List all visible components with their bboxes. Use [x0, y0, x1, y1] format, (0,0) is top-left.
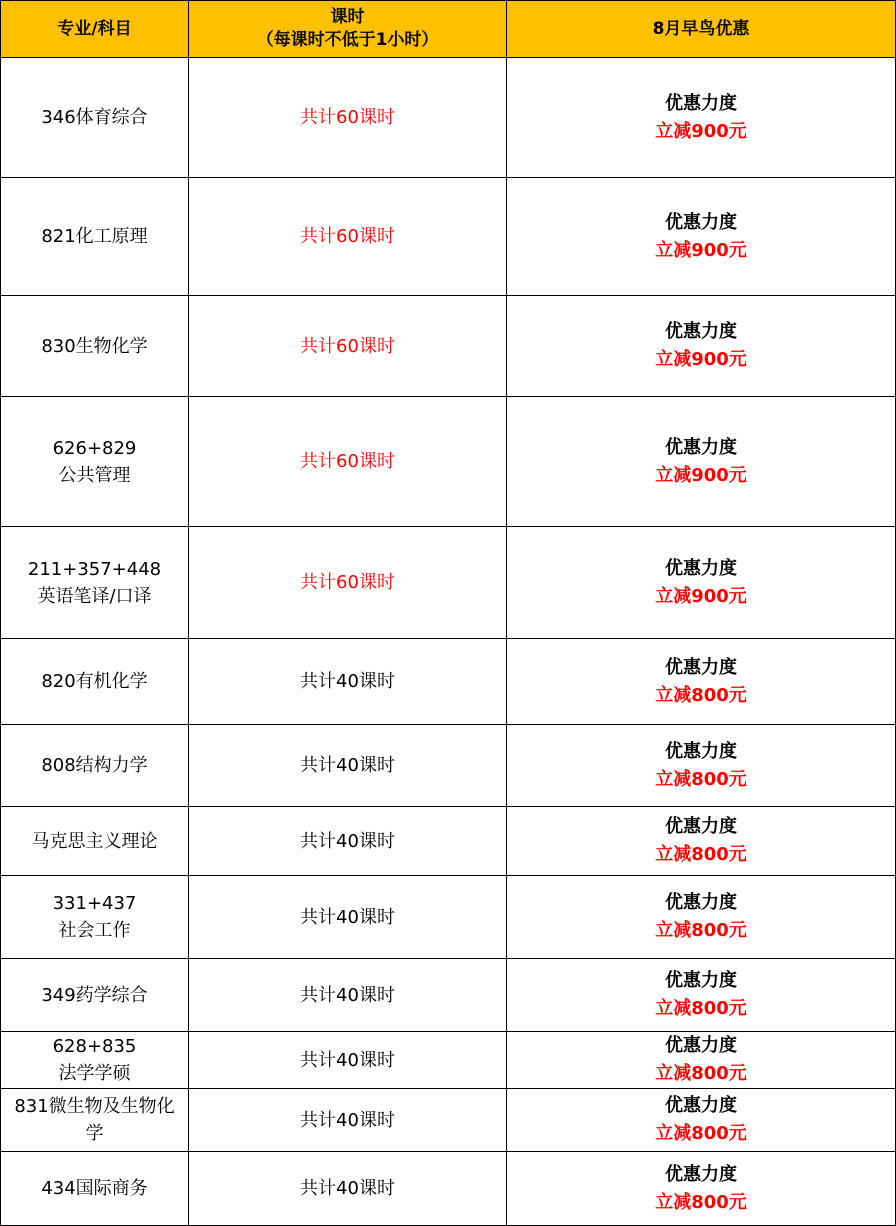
promo-label: 优惠力度 [665, 740, 737, 762]
hours-text: 共计40课时 [300, 906, 395, 928]
hours-cell [189, 178, 507, 296]
hours-header-label: 课时 [330, 7, 365, 27]
hours-cell [189, 807, 507, 876]
subject-text: 331+437 [52, 893, 137, 914]
hours-column-header [189, 1, 507, 58]
subject-text: 346体育综合 [41, 107, 148, 128]
promo-cell [507, 1032, 896, 1089]
promo-cell [507, 527, 896, 639]
promo-label: 优惠力度 [665, 211, 737, 233]
hours-text: 共计40课时 [300, 1049, 395, 1071]
promo-cell [507, 876, 896, 959]
subject-cell [1, 58, 189, 178]
hours-text: 共计60课时 [300, 572, 395, 593]
hours-header-note: （每课时不低于1小时） [256, 30, 439, 50]
table-row [1, 58, 896, 178]
hours-text: 共计60课时 [300, 451, 395, 472]
promo-amount: 立减900元 [655, 464, 747, 486]
subject-cell [1, 178, 189, 296]
subject-cell [1, 725, 189, 807]
promo-cell [507, 296, 896, 397]
promo-amount: 立减900元 [655, 120, 747, 142]
promo-label: 优惠力度 [665, 970, 737, 991]
subject-text: 马克思主义理论 [31, 830, 158, 852]
hours-cell [189, 397, 507, 527]
subject-cell [1, 959, 189, 1032]
promo-cell [507, 959, 896, 1032]
subject-text: 349药学综合 [41, 984, 148, 1006]
promo-header-label: 8月早鸟优惠 [652, 18, 750, 39]
promo-label: 优惠力度 [665, 1163, 737, 1185]
subject-text: 学 [85, 1123, 104, 1144]
hours-text: 共计40课时 [300, 1178, 395, 1199]
promo-cell [507, 397, 896, 527]
subject-text: 公共管理 [58, 464, 131, 486]
hours-text: 共计40课时 [300, 830, 395, 852]
table-row [1, 876, 896, 959]
subject-cell [1, 807, 189, 876]
promo-label: 优惠力度 [665, 892, 737, 913]
hours-text: 共计60课时 [300, 335, 395, 357]
hours-text: 共计40课时 [300, 755, 395, 776]
subject-text: 831微生物及生物化 [14, 1096, 175, 1117]
subject-cell [1, 296, 189, 397]
promo-label: 优惠力度 [665, 92, 737, 114]
promo-cell [507, 639, 896, 725]
header-row [1, 1, 896, 58]
hours-text: 共计40课时 [300, 984, 395, 1006]
table-row [1, 725, 896, 807]
promo-amount: 立减800元 [655, 998, 747, 1019]
hours-text: 共计40课时 [300, 671, 395, 692]
table-row [1, 959, 896, 1032]
subject-column-header [1, 1, 189, 58]
promo-amount: 立减800元 [655, 920, 747, 941]
subject-text: 821化工原理 [41, 226, 148, 247]
promo-amount: 立减800元 [655, 1063, 747, 1084]
promo-label: 优惠力度 [665, 1035, 737, 1056]
subject-cell [1, 397, 189, 527]
hours-cell [189, 639, 507, 725]
subject-text: 830生物化学 [41, 335, 148, 357]
promo-label: 优惠力度 [665, 1095, 737, 1116]
promo-amount: 立减800元 [655, 844, 747, 865]
table-row [1, 639, 896, 725]
subject-text: 626+829 [52, 437, 137, 459]
subject-text: 434国际商务 [41, 1178, 148, 1199]
hours-text: 共计60课时 [300, 226, 395, 247]
hours-cell [189, 1089, 507, 1152]
subject-text: 211+357+448 [27, 558, 162, 580]
subject-text: 社会工作 [58, 920, 131, 941]
subject-text: 808结构力学 [41, 755, 148, 776]
table-row [1, 1152, 896, 1226]
promo-amount: 立减800元 [655, 1123, 747, 1144]
promo-label: 优惠力度 [665, 656, 737, 678]
promo-amount: 立减800元 [655, 684, 747, 706]
hours-cell [189, 527, 507, 639]
table-row [1, 527, 896, 639]
hours-cell [189, 58, 507, 178]
table-row [1, 178, 896, 296]
hours-cell [189, 1152, 507, 1226]
subject-cell [1, 639, 189, 725]
subject-cell [1, 876, 189, 959]
promo-label: 优惠力度 [665, 436, 737, 458]
subject-cell [1, 527, 189, 639]
hours-cell [189, 876, 507, 959]
subject-header-label: 专业/科目 [57, 18, 132, 39]
hours-cell [189, 1032, 507, 1089]
subject-text: 英语笔译/口译 [37, 585, 152, 607]
subject-text: 820有机化学 [41, 671, 148, 692]
subject-text: 628+835 [52, 1036, 137, 1057]
hours-cell [189, 725, 507, 807]
promo-column-header [507, 1, 896, 58]
promo-cell [507, 178, 896, 296]
promo-label: 优惠力度 [665, 816, 737, 837]
subject-text: 法学学硕 [58, 1063, 131, 1084]
subject-cell [1, 1032, 189, 1089]
table-row [1, 807, 896, 876]
subject-cell [1, 1152, 189, 1226]
table-row [1, 296, 896, 397]
promo-cell [507, 725, 896, 807]
hours-cell [189, 959, 507, 1032]
promo-cell [507, 1089, 896, 1152]
promo-label: 优惠力度 [665, 321, 737, 342]
promo-label: 优惠力度 [665, 557, 737, 579]
promo-amount: 立减900元 [655, 239, 747, 261]
promo-amount: 立减800元 [655, 768, 747, 790]
table-row [1, 1032, 896, 1089]
promo-amount: 立减800元 [655, 1191, 747, 1213]
promo-cell [507, 1152, 896, 1226]
subject-cell [1, 1089, 189, 1152]
hours-cell [189, 296, 507, 397]
promo-amount: 立减900元 [655, 585, 747, 607]
promo-cell [507, 58, 896, 178]
hours-text: 共计40课时 [300, 1109, 395, 1131]
table-row [1, 1089, 896, 1152]
table-row [1, 397, 896, 527]
hours-text: 共计60课时 [300, 107, 395, 128]
promo-amount: 立减900元 [655, 349, 747, 370]
promo-cell [507, 807, 896, 876]
table-body [1, 58, 896, 1226]
